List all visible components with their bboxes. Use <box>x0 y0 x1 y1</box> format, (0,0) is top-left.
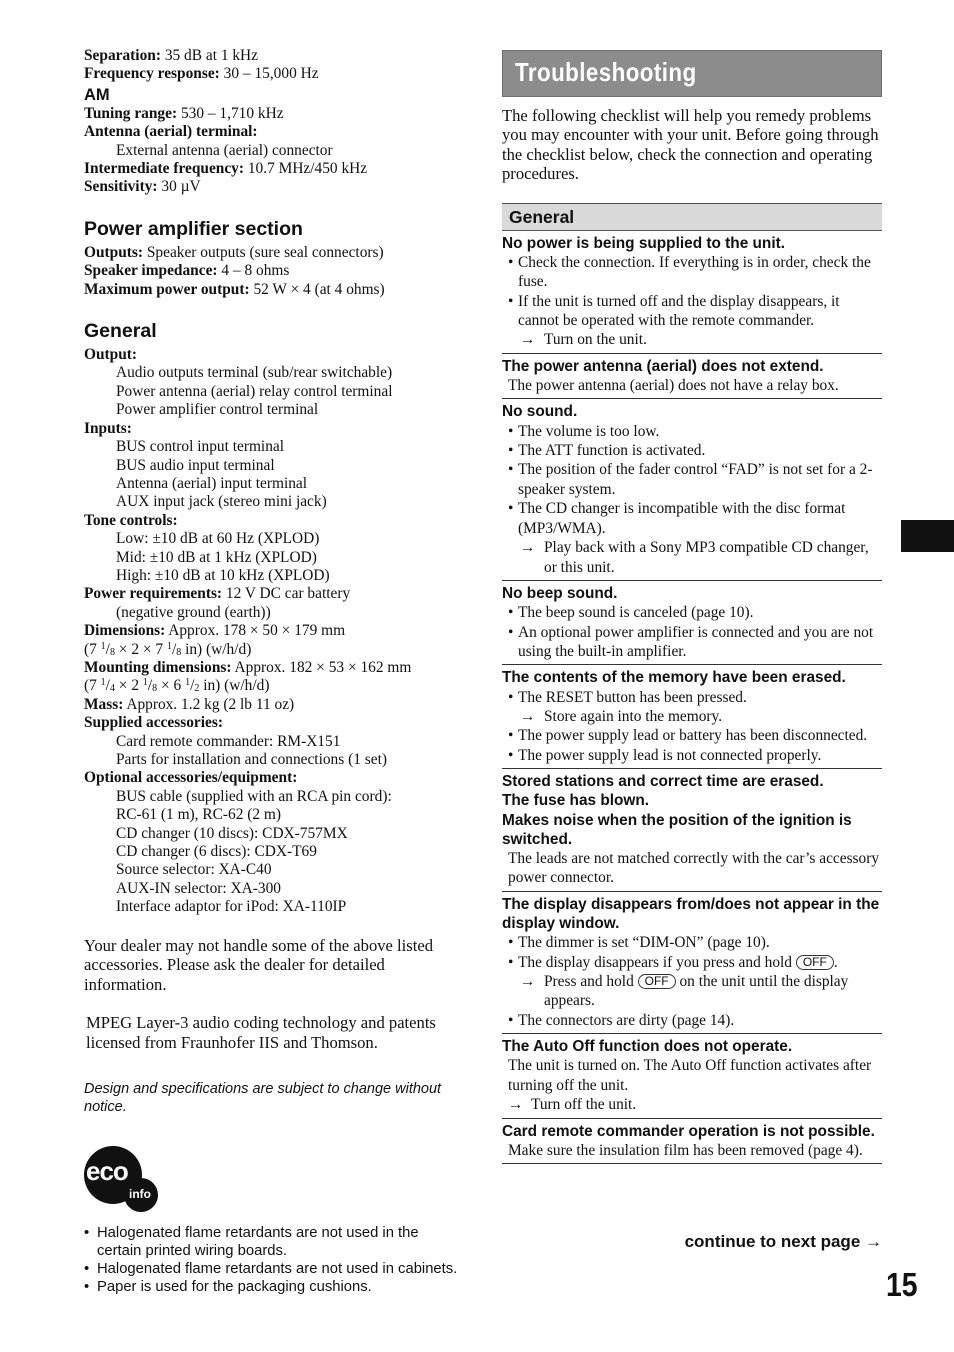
remedy: → Store again into the memory. <box>520 707 723 725</box>
spec-item: BUS control input terminal <box>116 438 284 456</box>
optional-items <box>84 788 464 917</box>
troubleshooting-title-bar <box>502 50 882 97</box>
trouble-item-memory-erased <box>502 665 882 769</box>
page-title: Troubleshooting <box>515 57 697 87</box>
section-tab-marker <box>901 520 954 552</box>
spec-list-am <box>84 105 464 142</box>
symptom: No power is being supplied to the unit. <box>502 234 786 252</box>
spec-item: RC-61 (1 m), RC-62 (2 m) <box>116 806 282 824</box>
general-heading: General <box>84 320 157 343</box>
dimensions: Dimensions: Approx. 178 × 50 × 179 mm <box>84 622 346 640</box>
mpeg-note: MPEG Layer-3 audio coding technology and patents licensed from Fraunhofer IIS and Thomson. <box>86 1013 436 1053</box>
eco-logo-text: eco <box>86 1155 128 1186</box>
spec-row: Antenna (aerial) terminal: <box>84 123 258 141</box>
mass: Mass: Approx. 1.2 kg (2 lb 11 oz) <box>84 695 295 713</box>
arrow-right-icon: → <box>520 539 536 557</box>
tone-label: Tone controls: <box>84 511 178 529</box>
spec-item: AUX input jack (stereo mini jack) <box>116 493 327 511</box>
spec-item: Antenna (aerial) input terminal <box>116 474 308 492</box>
cause: • The CD changer is incompatible with the disc format (MP3/WMA). <box>502 499 882 538</box>
symptom: No sound. <box>502 403 578 421</box>
design-note: Design and specifications are subject to change without notice. <box>84 1080 442 1115</box>
am-heading: AM <box>84 85 110 104</box>
specifications-column <box>84 47 464 1296</box>
spec-item: Audio outputs terminal (sub/rear switchable) <box>116 364 393 382</box>
troubleshooting-column <box>502 47 882 1164</box>
spec-list-power <box>84 244 464 299</box>
general-section-bar <box>502 203 882 231</box>
symptom: Makes noise when the position of the ignition is switched. <box>502 811 852 848</box>
spec-item: Parts for installation and connections (1 set) <box>116 751 387 768</box>
spec-item: Source selector: XA-C40 <box>116 861 272 879</box>
am-antenna-detail: External antenna (aerial) connector <box>116 141 333 159</box>
general-section-label: General <box>509 206 575 227</box>
eco-info-logo <box>84 1146 160 1210</box>
cause: The unit is turned on. The Auto Off function activates after turning off the unit. <box>508 1057 872 1094</box>
dimensions-imperial: (7 $^1/_8 \times 2 \times 7$ $^1/_8$ in) (w/h/d) <box>84 640 252 658</box>
cause: • The connectors are dirty (page 14). <box>502 1011 882 1030</box>
cause: • The dimmer is set “DIM-ON” (page 10). <box>502 933 882 952</box>
spec-row: Outputs: Speaker outputs (sure seal connectors) <box>84 243 384 261</box>
symptom: No beep sound. <box>502 584 618 602</box>
cause: • Check the connection. If everything is in order, check the fuse. <box>502 253 882 292</box>
trouble-item-display <box>502 892 882 1034</box>
cause: • An optional power amplifier is connected and you are not using the built-in amplifier. <box>502 623 882 662</box>
trouble-item-no-beep <box>502 581 882 665</box>
off-button-label: OFF <box>638 974 676 989</box>
cause: The leads are not matched correctly with the car’s accessory power connector. <box>508 849 880 887</box>
mounting-dimensions: Mounting dimensions: Approx. 182 × 53 × 162 mm <box>84 658 412 676</box>
off-button-label: OFF <box>796 955 834 970</box>
arrow-right-icon: → <box>520 973 536 991</box>
intro-text: The following checklist will help you remedy problems you may encounter with your unit. Before going through the checklist below, check the connection and operating procedures. <box>502 106 879 184</box>
trouble-item-remote <box>502 1119 882 1165</box>
eco-logo-info-text: info <box>129 1186 151 1201</box>
symptom: The display disappears from/does not appear in the display window. <box>502 895 880 932</box>
symptom: The contents of the memory have been erased. <box>502 669 846 687</box>
trouble-item-auto-off <box>502 1034 882 1118</box>
spec-list-am-2 <box>84 160 464 197</box>
cause: • The power supply lead or battery has been disconnected. <box>502 726 882 745</box>
eco-bullet: • Halogenated flame retardants are not used in cabinets. <box>84 1260 464 1278</box>
page-number: 15 <box>886 1266 918 1303</box>
inputs-items <box>84 438 464 512</box>
spec-item: BUS audio input terminal <box>116 456 275 474</box>
cause: Make sure the insulation film has been removed (page 4). <box>508 1141 863 1159</box>
eco-bullet: • Paper is used for the packaging cushions. <box>84 1278 464 1296</box>
spec-item: Power antenna (aerial) relay control terminal <box>116 382 393 400</box>
remedy: → Play back with a Sony MP3 compatible CD changer, or this unit. <box>520 539 869 576</box>
eco-bullets <box>84 1224 464 1296</box>
spec-list-top <box>84 47 464 84</box>
remedy: → Turn on the unit. <box>520 331 647 349</box>
output-label: Output: <box>84 346 138 364</box>
cause: • The position of the fader control “FAD” is not set for a 2-speaker system. <box>502 460 882 499</box>
arrow-right-icon: → <box>520 707 536 725</box>
continue-to-next-page: continue to next page → <box>684 1232 882 1251</box>
remedy: → Press and hold OFF on the unit until the display appears. <box>520 973 849 1010</box>
trouble-item-stations-erased <box>502 769 882 892</box>
spec-row: Intermediate frequency: 10.7 MHz/450 kHz <box>84 160 368 178</box>
spec-item: CD changer (6 discs): CDX-T69 <box>116 843 317 861</box>
arrow-right-icon: → <box>520 331 536 349</box>
symptom: The fuse has blown. <box>502 792 650 810</box>
supplied-items <box>84 733 464 770</box>
cause: • The display disappears if you press and hold OFF . <box>502 953 882 972</box>
spec-item: Interface adaptor for iPod: XA-110IP <box>116 898 347 916</box>
spec-item: Card remote commander: RM-X151 <box>116 732 341 750</box>
cause: • The power supply lead is not connected properly. <box>502 746 882 765</box>
dealer-note: Your dealer may not handle some of the above listed accessories. Please ask the dealer for detailed information. <box>84 935 434 994</box>
spec-item: Mid: ±10 dB at 1 kHz (XPLOD) <box>116 548 317 566</box>
trouble-item-no-sound <box>502 399 882 580</box>
spec-item: CD changer (10 discs): CDX-757MX <box>116 824 348 842</box>
spec-row: Sensitivity: 30 µV <box>84 178 201 196</box>
cause: • The RESET button has been pressed. <box>502 688 882 707</box>
remedy: → Turn off the unit. <box>508 1096 637 1114</box>
power-requirements-detail: (negative ground (earth)) <box>116 603 271 621</box>
spec-row: Speaker impedance: 4 – 8 ohms <box>84 262 290 280</box>
trouble-item-no-power <box>502 231 882 354</box>
symptom: Stored stations and correct time are erased. <box>502 773 824 791</box>
power-amplifier-heading: Power amplifier section <box>84 217 303 240</box>
tone-items <box>84 530 464 585</box>
spec-item: Low: ±10 dB at 60 Hz (XPLOD) <box>116 530 320 548</box>
spec-item: AUX-IN selector: XA-300 <box>116 879 281 897</box>
cause: • The volume is too low. <box>502 422 882 441</box>
output-items <box>84 364 464 419</box>
trouble-item-antenna <box>502 354 882 400</box>
spec-item: High: ±10 dB at 10 kHz (XPLOD) <box>116 566 330 584</box>
spec-row: Frequency response: 30 – 15,000 Hz <box>84 65 319 83</box>
symptom: The Auto Off function does not operate. <box>502 1038 793 1056</box>
optional-label: Optional accessories/equipment: <box>84 769 298 787</box>
symptom: The power antenna (aerial) does not extend. <box>502 357 824 375</box>
inputs-label: Inputs: <box>84 419 132 437</box>
mounting-dimensions-imperial: (7 $^1/_4 \times 2$ $^1/_8 \times 6$ $^1/_2$ in) (w/h/d) <box>84 677 270 695</box>
eco-bullet: • Halogenated flame retardants are not used in the certain printed wiring boards. <box>84 1224 464 1260</box>
power-requirements: Power requirements: 12 V DC car battery <box>84 585 351 603</box>
arrow-right-icon: → <box>508 1096 524 1114</box>
spec-item: BUS cable (supplied with an RCA pin cord): <box>116 787 392 805</box>
symptom: Card remote commander operation is not possible. <box>502 1122 875 1140</box>
spec-row: Maximum power output: 52 W × 4 (at 4 ohms) <box>84 280 385 298</box>
supplied-label: Supplied accessories: <box>84 714 223 732</box>
cause: • The beep sound is canceled (page 10). <box>502 603 882 622</box>
cause: The power antenna (aerial) does not have a relay box. <box>508 377 839 395</box>
cause: • The ATT function is activated. <box>502 441 882 460</box>
spec-row: Separation: 35 dB at 1 kHz <box>84 47 259 64</box>
spec-item: Power amplifier control terminal <box>116 401 319 419</box>
spec-row: Tuning range: 530 – 1,710 kHz <box>84 104 284 122</box>
cause: • If the unit is turned off and the display disappears, it cannot be operated with the remote commander. <box>502 292 882 331</box>
